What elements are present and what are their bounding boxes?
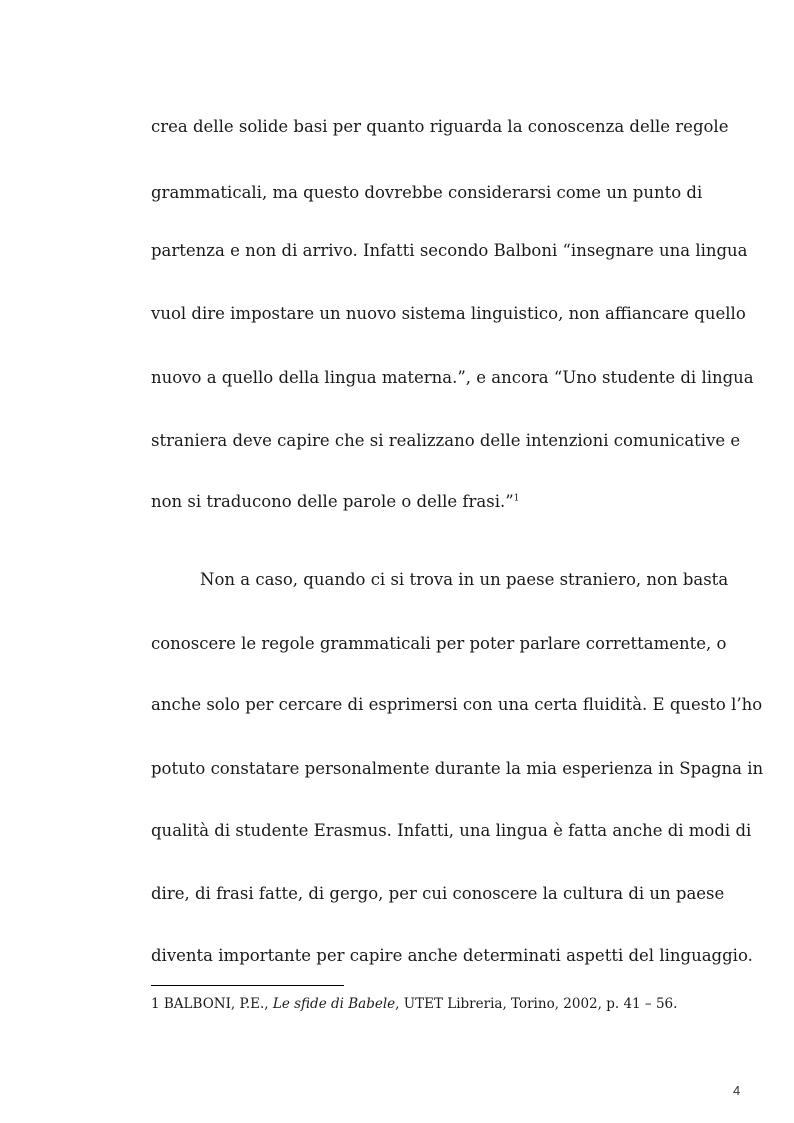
body-line-10: anche solo per cercare di esprimersi con una certa fluidità. E questo l’ho [151, 695, 763, 714]
footnote-details: , UTET Libreria, Torino, 2002, p. 41 – 56. [395, 996, 678, 1012]
body-line-14: diventa importante per capire anche determinati aspetti del linguaggio. [151, 946, 753, 965]
body-line-9: conoscere le regole grammaticali per poter parlare correttamente, o [151, 634, 727, 653]
body-line-5: nuovo a quello della lingua materna.”, e ancora “Uno studente di lingua [151, 368, 754, 387]
body-line-6: straniera deve capire che si realizzano delle intenzioni comunicative e [151, 431, 741, 450]
body-line-11: potuto constatare personalmente durante la mia esperienza in Spagna in [151, 759, 764, 778]
footnote-separator [151, 985, 344, 986]
body-line-3: partenza e non di arrivo. Infatti secondo Balboni “insegnare una lingua [151, 241, 748, 260]
body-line-8: Non a caso, quando ci si trova in un paese straniero, non basta [200, 570, 729, 589]
body-line-2: grammaticali, ma questo dovrebbe considerarsi come un punto di [151, 183, 703, 202]
body-line-1: crea delle solide basi per quanto riguarda la conoscenza delle regole [151, 117, 729, 136]
footnote-number: 1 [151, 996, 160, 1012]
page-number: 4 [733, 1083, 741, 1098]
body-line-13: dire, di frasi fatte, di gergo, per cui conoscere la cultura di un paese [151, 884, 725, 903]
body-line-7: non si traducono delle parole o delle frasi.”$^1$ [151, 492, 520, 511]
body-line-4: vuol dire impostare un nuovo sistema linguistico, non affiancare quello [151, 304, 746, 323]
footnote [151, 996, 677, 1012]
footnote-author: BALBONI, P.E., [163, 996, 273, 1012]
footnote-title: Le sfide di Babele [272, 996, 396, 1012]
footnote-reference[interactable]: 1 [513, 493, 520, 504]
body-line-12: qualità di studente Erasmus. Infatti, una lingua è fatta anche di modi di [151, 821, 752, 840]
